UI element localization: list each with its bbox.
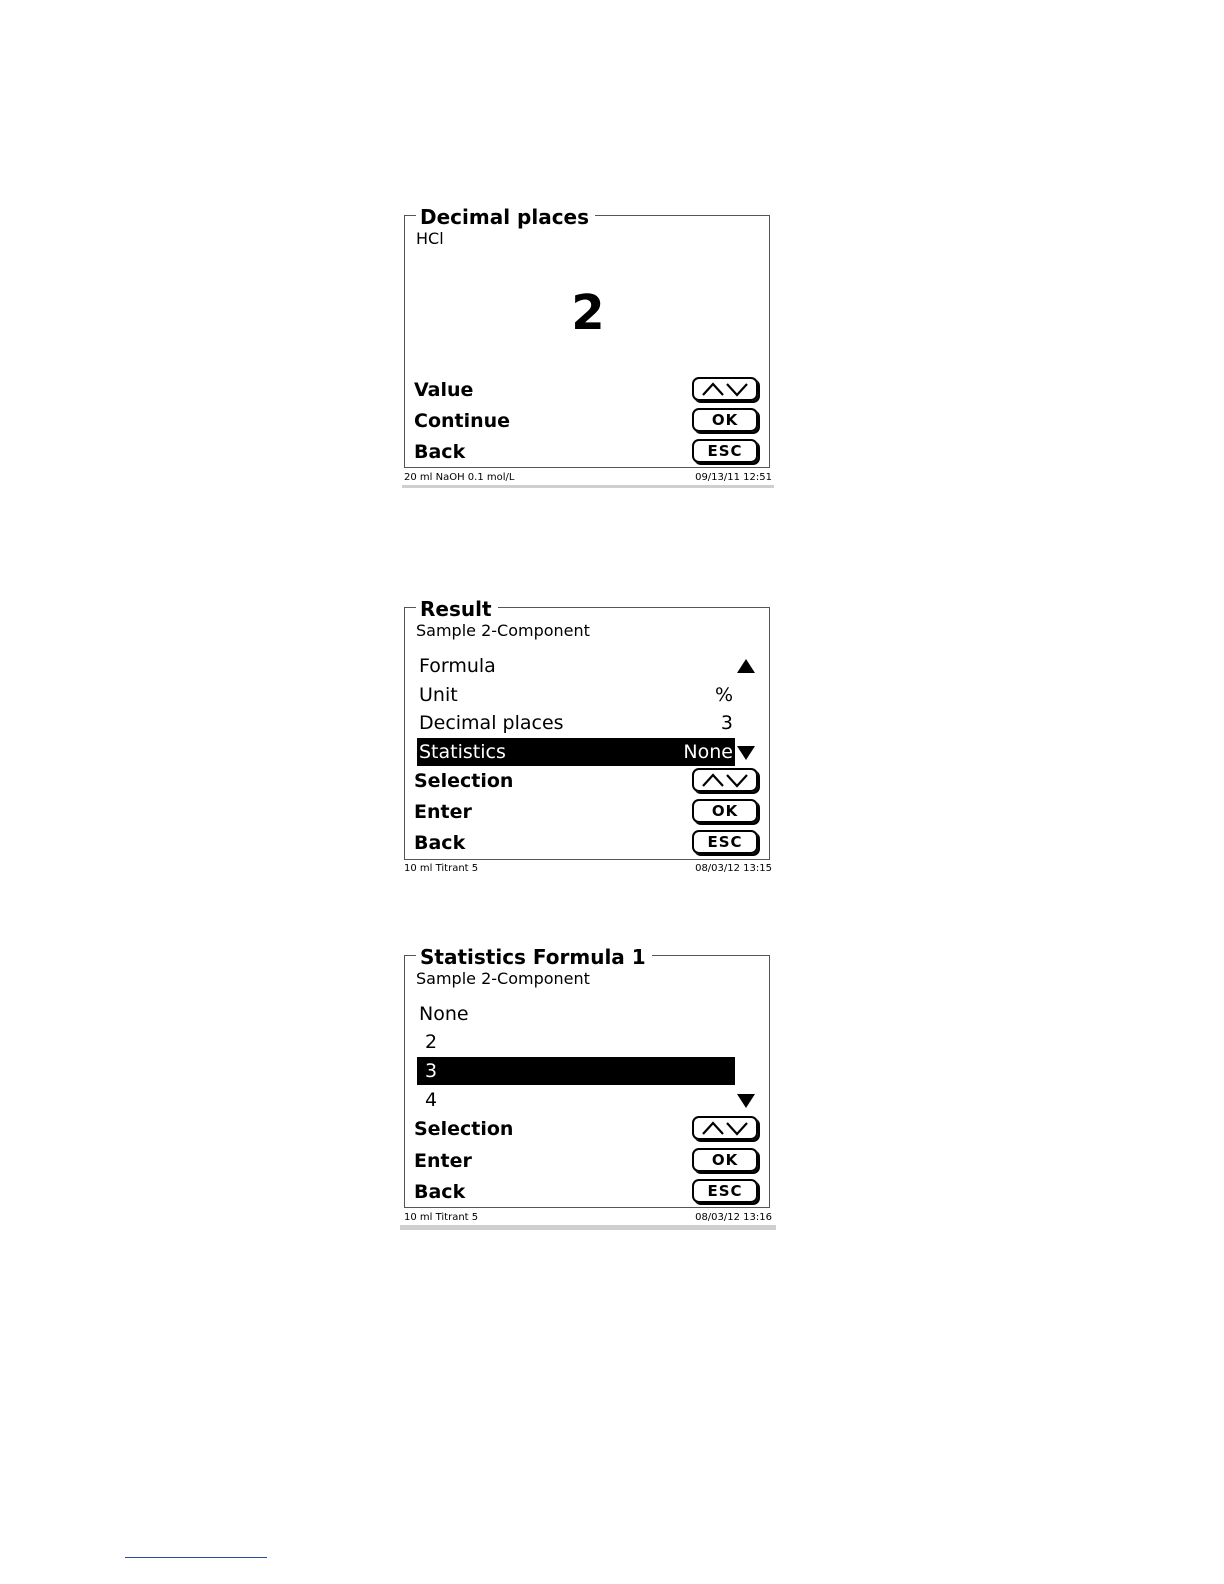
back-label: Back bbox=[414, 832, 466, 854]
scroll-up-icon bbox=[736, 656, 756, 676]
ok-key[interactable]: OK bbox=[692, 408, 758, 432]
screen-subtitle: Sample 2-Component bbox=[416, 621, 590, 640]
status-titrant: 10 ml Titrant 5 bbox=[404, 1212, 479, 1223]
list-item-statistics[interactable]: Statistics None bbox=[417, 738, 735, 766]
back-label: Back bbox=[414, 1181, 466, 1203]
back-row bbox=[414, 1178, 758, 1206]
up-down-arrows-icon bbox=[699, 1120, 751, 1136]
esc-key[interactable]: ESC bbox=[692, 1179, 758, 1203]
back-row bbox=[414, 438, 758, 466]
status-datetime: 08/03/12 13:15 bbox=[695, 863, 772, 874]
back-row bbox=[414, 829, 758, 857]
list-item-decimal-places[interactable]: Decimal places 3 bbox=[419, 712, 733, 734]
esc-key[interactable]: ESC bbox=[692, 830, 758, 854]
up-down-key[interactable] bbox=[692, 768, 758, 792]
current-value: 2 bbox=[571, 285, 605, 341]
up-down-arrows-icon bbox=[699, 381, 751, 397]
list-item-2[interactable]: 2 bbox=[419, 1031, 438, 1053]
scroll-down-icon bbox=[736, 1091, 756, 1111]
result-screen bbox=[400, 597, 776, 882]
selection-label: Selection bbox=[414, 1118, 514, 1140]
status-datetime: 09/13/11 12:51 bbox=[695, 472, 772, 483]
status-underline bbox=[400, 1225, 776, 1230]
screen-title: Statistics Formula 1 bbox=[416, 945, 652, 969]
ok-key[interactable]: OK bbox=[692, 799, 758, 823]
enter-label: Enter bbox=[414, 801, 472, 823]
value-row bbox=[414, 376, 758, 404]
screen-title: Decimal places bbox=[416, 205, 595, 229]
status-titrant: 10 ml Titrant 5 bbox=[404, 863, 479, 874]
scroll-down-icon bbox=[736, 743, 756, 763]
status-datetime: 08/03/12 13:16 bbox=[695, 1212, 772, 1223]
up-down-key[interactable] bbox=[692, 377, 758, 401]
screen-subtitle: Sample 2-Component bbox=[416, 969, 590, 988]
enter-label: Enter bbox=[414, 1150, 472, 1172]
selection-row bbox=[414, 767, 758, 795]
up-down-arrows-icon bbox=[699, 772, 751, 788]
back-label: Back bbox=[414, 441, 466, 463]
continue-row bbox=[414, 407, 758, 435]
list-item-none[interactable]: None bbox=[419, 1003, 469, 1025]
decimal-places-screen bbox=[400, 205, 776, 490]
status-titrant: 20 ml NaOH 0.1 mol/L bbox=[404, 472, 515, 483]
status-underline bbox=[402, 485, 774, 488]
status-bar bbox=[404, 471, 772, 485]
ok-key[interactable]: OK bbox=[692, 1148, 758, 1172]
screen-subtitle: HCl bbox=[416, 229, 444, 248]
up-down-key[interactable] bbox=[692, 1116, 758, 1140]
list-item-3[interactable]: 3 bbox=[417, 1057, 735, 1085]
continue-label: Continue bbox=[414, 410, 511, 432]
statistics-formula-screen bbox=[400, 945, 776, 1235]
list-item-4[interactable]: 4 bbox=[419, 1089, 438, 1111]
selection-row bbox=[414, 1115, 758, 1143]
enter-row bbox=[414, 1147, 758, 1175]
list-item-unit[interactable]: Unit % bbox=[419, 684, 733, 706]
enter-row bbox=[414, 798, 758, 826]
status-bar bbox=[404, 1211, 772, 1225]
selection-label: Selection bbox=[414, 770, 514, 792]
list-item-formula[interactable]: Formula bbox=[419, 655, 496, 677]
screen-title: Result bbox=[416, 597, 498, 621]
value-label: Value bbox=[414, 379, 474, 401]
footnote-rule bbox=[125, 1557, 267, 1558]
esc-key[interactable]: ESC bbox=[692, 439, 758, 463]
status-bar bbox=[404, 862, 772, 876]
